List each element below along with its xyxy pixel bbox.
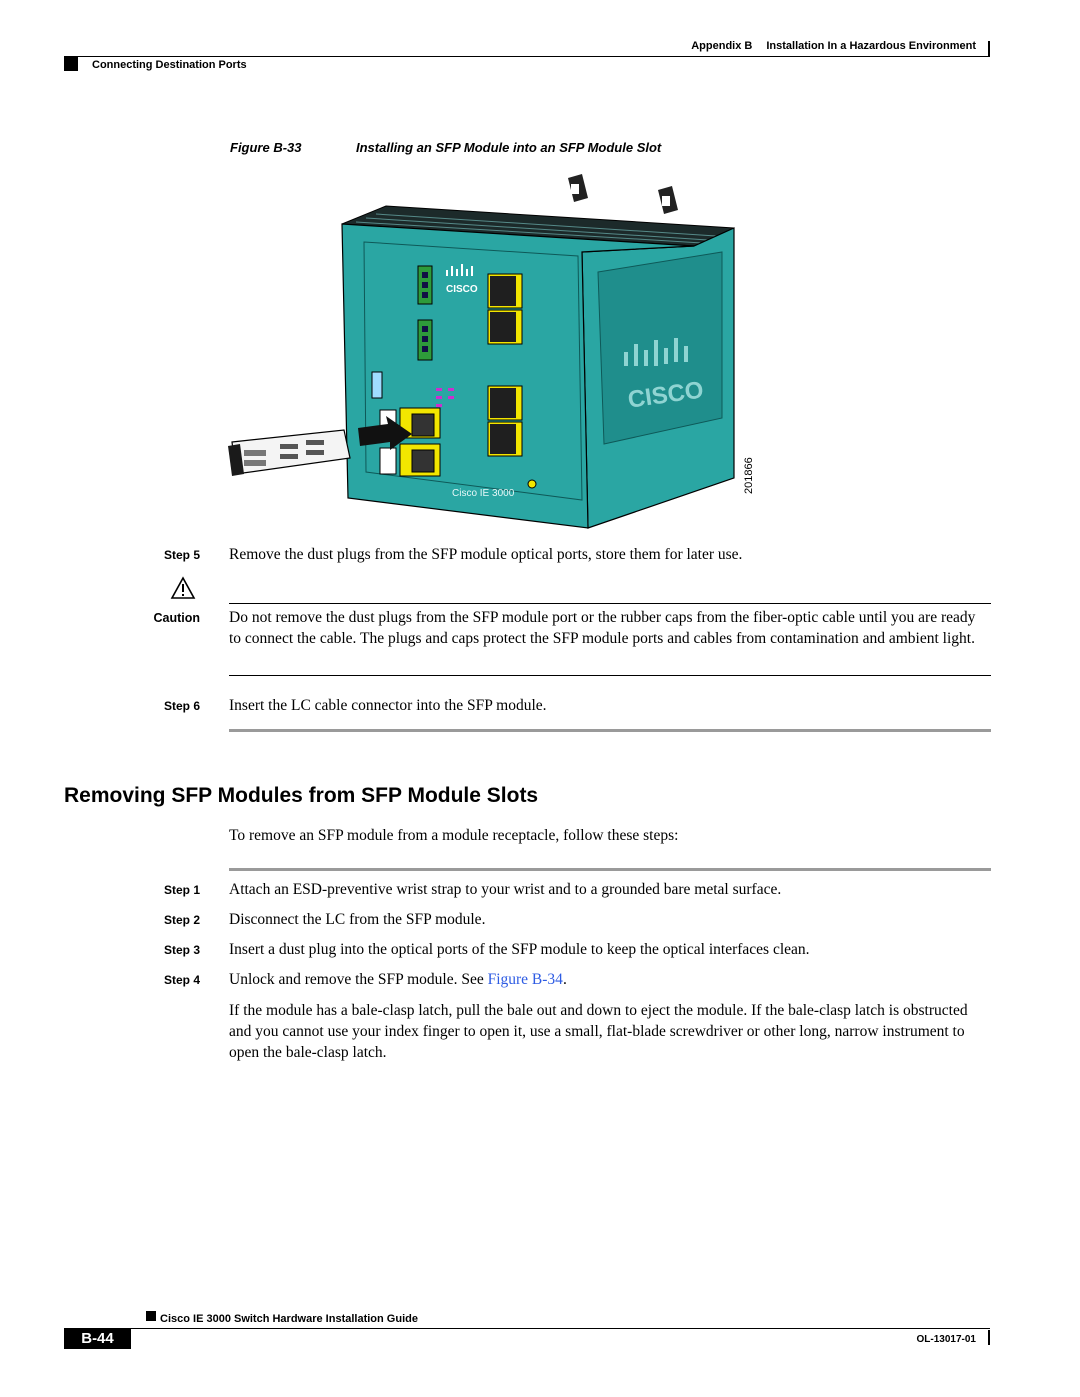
section-heading: Removing SFP Modules from SFP Module Slots	[64, 784, 539, 807]
caution-bottom-rule	[229, 675, 991, 676]
step-6-label: Step 6	[163, 699, 200, 713]
din-rail-clip	[568, 174, 678, 214]
front-logo-text: CISCO	[446, 284, 478, 295]
caution-icon	[170, 576, 196, 600]
closing-paragraph: If the module has a bale-clasp latch, pull the bale out and down to eject the module. If the bale-clasp latch is obstructed and you cannot use your index finger to open it, use a small, flat-blade screwdriver or other long, narrow instrument to open the bale-clasp latch.	[229, 1002, 968, 1061]
step-4-text	[229, 969, 991, 990]
step-3-text: Insert a dust plug into the optical ports of the SFP module to keep the optical interfaces clean.	[229, 941, 810, 958]
console-port	[372, 372, 382, 398]
step-1-text: Attach an ESD-preventive wrist strap to your wrist and to a grounded bare metal surface.	[229, 881, 782, 898]
caution-label: Caution	[153, 611, 200, 625]
figure-title: Installing an SFP Module into an SFP Module Slot	[356, 140, 662, 155]
figure-number: Figure B-33	[230, 140, 302, 155]
header-section: Connecting Destination Ports	[92, 59, 247, 71]
footer-square	[146, 1311, 156, 1321]
figure-caption	[230, 140, 661, 155]
step-4-label: Step 4	[163, 973, 200, 987]
side-logo-text: CISCO	[626, 376, 706, 414]
step-5-text: Remove the dust plugs from the SFP module optical ports, store them for later use.	[229, 546, 743, 563]
procedure-start-rule	[229, 868, 991, 871]
caution-top-rule	[229, 603, 991, 604]
step-1-label: Step 1	[163, 883, 200, 897]
step-2-label: Step 2	[163, 913, 200, 927]
header-appendix: Appendix B	[691, 40, 753, 52]
procedure-end-rule	[229, 729, 991, 732]
running-header	[691, 40, 976, 52]
art-id: 201866	[743, 457, 755, 494]
doc-number: OL-13017-01	[916, 1334, 976, 1345]
step-4-text-after: .	[562, 971, 567, 988]
footer-bar	[988, 1330, 990, 1345]
header-chapter: Installation In a Hazardous Environment	[766, 40, 976, 52]
figure-b34-link[interactable]: Figure B-34	[487, 971, 563, 988]
sfp-install-illustration	[226, 168, 766, 530]
page-number: B-44	[64, 1329, 131, 1349]
ground-screw	[528, 480, 536, 488]
header-rule	[64, 56, 990, 57]
caution-text: Do not remove the dust plugs from the SFP module port or the rubber caps from the fiber-optic cable until you are ready to connect the cable. The plugs and caps protect the SFP module ports and cables from contamination and ambient light.	[229, 609, 976, 647]
sfp-module	[228, 430, 350, 476]
step-5-label: Step 5	[163, 548, 200, 562]
device-label: Cisco IE 3000	[452, 488, 515, 499]
step-4-text-before: Unlock and remove the SFP module. See	[229, 971, 488, 988]
header-bar	[988, 41, 990, 57]
footer-title: Cisco IE 3000 Switch Hardware Installation Guide	[160, 1313, 418, 1325]
section-intro: To remove an SFP module from a module receptacle, follow these steps:	[229, 827, 679, 844]
step-3-label: Step 3	[163, 943, 200, 957]
step-2-text: Disconnect the LC from the SFP module.	[229, 911, 486, 928]
footer-rule	[64, 1328, 990, 1329]
header-square	[64, 57, 78, 71]
step-6-text: Insert the LC cable connector into the SFP module.	[229, 697, 547, 714]
